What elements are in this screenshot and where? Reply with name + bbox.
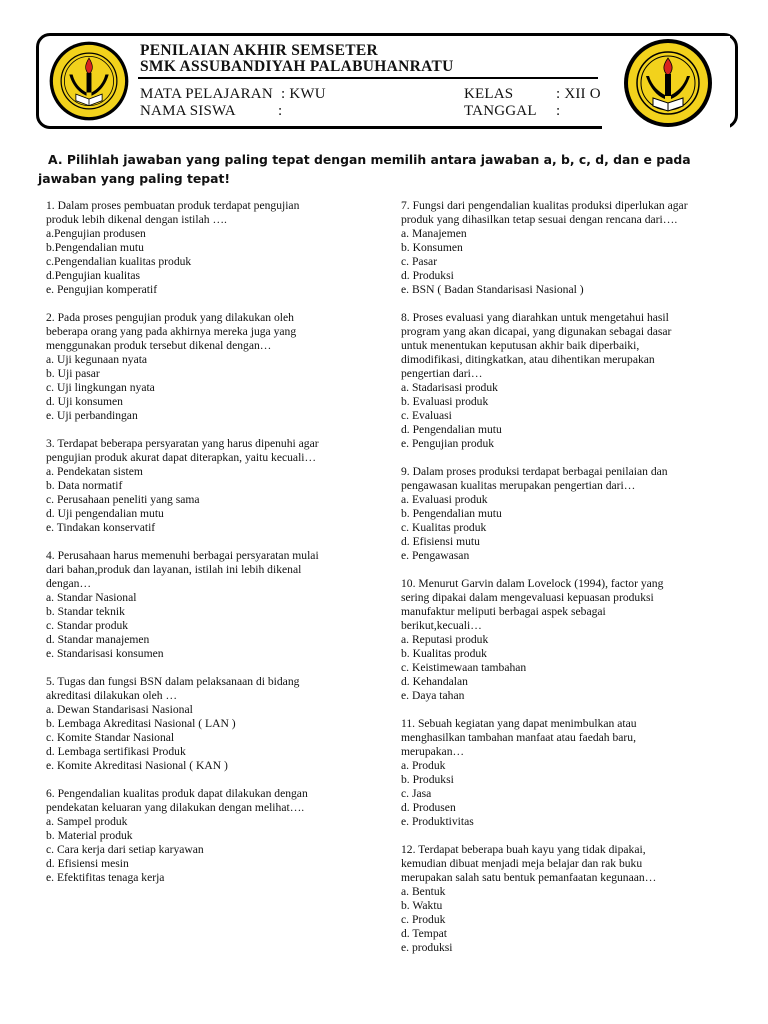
question-text: 9. Dalam proses produksi terdapat berbagai penilaian dan pengawasan kualitas merupakan pengertian dari… — [401, 465, 668, 492]
question-text: 10. Menurut Garvin dalam Lovelock (1994), factor yang sering dipakai dalam mengevaluasi kepuasan produksi manufaktur meliputi berbagai aspek sebagai berikut,kecuali… — [401, 577, 664, 632]
answer-option: d.Pengujian kualitas — [46, 269, 141, 282]
answer-option: e. Tindakan konservatif — [46, 521, 156, 534]
answer-option: a. Reputasi produk — [401, 633, 489, 646]
answer-option: a. Pendekatan sistem — [46, 465, 143, 478]
nama-siswa-label: NAMA SISWA — [140, 103, 236, 119]
kelas-value: : XII O — [556, 86, 601, 102]
answer-option: a. Standar Nasional — [46, 591, 137, 604]
answer-option: c. Perusahaan peneliti yang sama — [46, 493, 200, 506]
answer-option: b. Evaluasi produk — [401, 395, 489, 408]
questions-column-right — [401, 199, 746, 969]
answer-option: a. Manajemen — [401, 227, 467, 240]
question-item — [46, 437, 386, 535]
answer-option: c. Cara kerja dari setiap karyawan — [46, 843, 204, 856]
answer-option: e. produksi — [401, 941, 453, 954]
answer-option: e. Daya tahan — [401, 689, 465, 702]
question-text: 7. Fungsi dari pengendalian kualitas produksi diperlukan agar produk yang dihasilkan tetap sesuai dengan rencana dari…. — [401, 199, 688, 226]
answer-option: d. Kehandalan — [401, 675, 468, 688]
answer-option: a. Produk — [401, 759, 446, 772]
question-text: 11. Sebuah kegiatan yang dapat menimbulkan atau menghasilkan tambahan manfaat atau faedah baru, merupakan… — [401, 717, 637, 758]
question-item — [46, 549, 386, 661]
answer-option: d. Uji konsumen — [46, 395, 123, 408]
answer-option: d. Lembaga sertifikasi Produk — [46, 745, 186, 758]
question-text: 5. Tugas dan fungsi BSN dalam pelaksanaan di bidang akreditasi dilakukan oleh … — [46, 675, 300, 702]
question-text: 12. Terdapat beberapa buah kayu yang tidak dipakai, kemudian dibuat menjadi meja belajar dan rak buku merupakan salah satu bentuk pemanfaatan kegunaan… — [401, 843, 657, 884]
answer-option: a. Dewan Standarisasi Nasional — [46, 703, 193, 716]
question-item — [401, 311, 746, 451]
question-text: 6. Pengendalian kualitas produk dapat dilakukan dengan pendekatan keluaran yang dilakukan dengan melihat…. — [46, 787, 308, 814]
question-text: 8. Proses evaluasi yang diarahkan untuk mengetahui hasil program yang akan dicapai, yang digunakan sebagai dasar untuk menentukan keputusan akhir baik diperbaiki, dimodifikasi, ditingkatkan, atau dihentikan merupakan pengertian dari… — [401, 311, 672, 380]
header-divider — [138, 77, 598, 79]
answer-option: d. Efisiensi mutu — [401, 535, 480, 548]
answer-option: e. Efektifitas tenaga kerja — [46, 871, 165, 884]
answer-option: c. Komite Standar Nasional — [46, 731, 175, 744]
instruction — [38, 150, 748, 188]
answer-option: b. Pengendalian mutu — [401, 507, 502, 520]
answer-option: a. Evaluasi produk — [401, 493, 488, 506]
answer-option: b. Kualitas produk — [401, 647, 487, 660]
answer-option: b. Uji pasar — [46, 367, 100, 380]
answer-option: b. Konsumen — [401, 241, 463, 254]
answer-option: d. Tempat — [401, 927, 447, 940]
answer-option: b. Standar teknik — [46, 605, 125, 618]
school-logo-right — [602, 36, 730, 130]
question-item — [46, 787, 386, 885]
answer-option: d. Produsen — [401, 801, 456, 814]
question-item — [401, 843, 746, 955]
mapel-value: : KWU — [281, 86, 326, 102]
answer-option: c. Standar produk — [46, 619, 129, 632]
answer-option: a. Bentuk — [401, 885, 446, 898]
answer-option: e. Komite Akreditasi Nasional ( KAN ) — [46, 759, 228, 772]
answer-option: e. Uji perbandingan — [46, 409, 138, 422]
question-text: 4. Perusahaan harus memenuhi berbagai persyaratan mulai dari bahan,produk dan layanan, istilah ini lebih dikenal dengan… — [46, 549, 319, 590]
answer-option: e. BSN ( Badan Standarisasi Nasional ) — [401, 283, 584, 296]
exam-title: PENILAIAN AKHIR SEMSETER — [140, 42, 379, 59]
answer-option: b. Data normatif — [46, 479, 123, 492]
answer-option: a. Uji kegunaan nyata — [46, 353, 148, 366]
answer-option: c. Evaluasi — [401, 409, 452, 422]
section-label: A. — [48, 152, 63, 167]
answer-option: c. Keistimewaan tambahan — [401, 661, 527, 674]
answer-option: d. Standar manajemen — [46, 633, 150, 646]
tanggal-value: : — [556, 103, 561, 119]
answer-option: b.Pengendalian mutu — [46, 241, 144, 254]
answer-option: b. Waktu — [401, 899, 443, 912]
school-logo-left — [48, 40, 130, 122]
answer-option: c. Kualitas produk — [401, 521, 487, 534]
answer-option: d. Efisiensi mesin — [46, 857, 129, 870]
question-item — [46, 675, 386, 773]
answer-option: e. Pengujian produk — [401, 437, 495, 450]
answer-option: c. Produk — [401, 913, 446, 926]
answer-option: a. Stadarisasi produk — [401, 381, 498, 394]
answer-option: b. Lembaga Akreditasi Nasional ( LAN ) — [46, 717, 236, 730]
nama-siswa-value: : — [278, 103, 283, 119]
school-name: SMK ASSUBANDIYAH PALABUHANRATU — [140, 58, 454, 75]
question-text: 1. Dalam proses pembuatan produk terdapat pengujian produk lebih dikenal dengan istilah …. — [46, 199, 300, 226]
answer-option: c. Jasa — [401, 787, 432, 800]
answer-option: c.Pengendalian kualitas produk — [46, 255, 192, 268]
answer-option: d. Uji pengendalian mutu — [46, 507, 164, 520]
mapel-label: MATA PELAJARAN — [140, 86, 273, 102]
question-item — [401, 717, 746, 829]
answer-option: b. Produksi — [401, 773, 454, 786]
question-item — [46, 199, 386, 297]
answer-option: c. Pasar — [401, 255, 438, 268]
answer-option: a. Sampel produk — [46, 815, 128, 828]
answer-option: d. Pengendalian mutu — [401, 423, 502, 436]
question-text: 3. Terdapat beberapa persyaratan yang harus dipenuhi agar pengujian produk akurat dapat diterapkan, yaitu kecuali… — [46, 437, 319, 464]
answer-option: e. Produktivitas — [401, 815, 474, 828]
tanggal-label: TANGGAL — [464, 103, 537, 119]
kelas-label: KELAS — [464, 86, 514, 102]
answer-option: e. Pengujian komperatif — [46, 283, 158, 296]
question-item — [401, 577, 746, 703]
question-item — [46, 311, 386, 423]
answer-option: d. Produksi — [401, 269, 454, 282]
answer-option: c. Uji lingkungan nyata — [46, 381, 155, 394]
questions-column-left — [46, 199, 386, 899]
answer-option: e. Pengawasan — [401, 549, 470, 562]
answer-option: e. Standarisasi konsumen — [46, 647, 164, 660]
answer-option: b. Material produk — [46, 829, 133, 842]
question-text: 2. Pada proses pengujian produk yang dilakukan oleh beberapa orang yang pada akhirnya mereka juga yang menggunakan produk tersebut dikenal dengan… — [46, 311, 297, 352]
instruction-text: Pilihlah jawaban yang paling tepat dengan memilih antara jawaban a, b, c, d, dan e pada jawaban yang paling tepat! — [38, 152, 691, 186]
question-item — [401, 465, 746, 563]
question-item — [401, 199, 746, 297]
answer-option: a.Pengujian produsen — [46, 227, 146, 240]
